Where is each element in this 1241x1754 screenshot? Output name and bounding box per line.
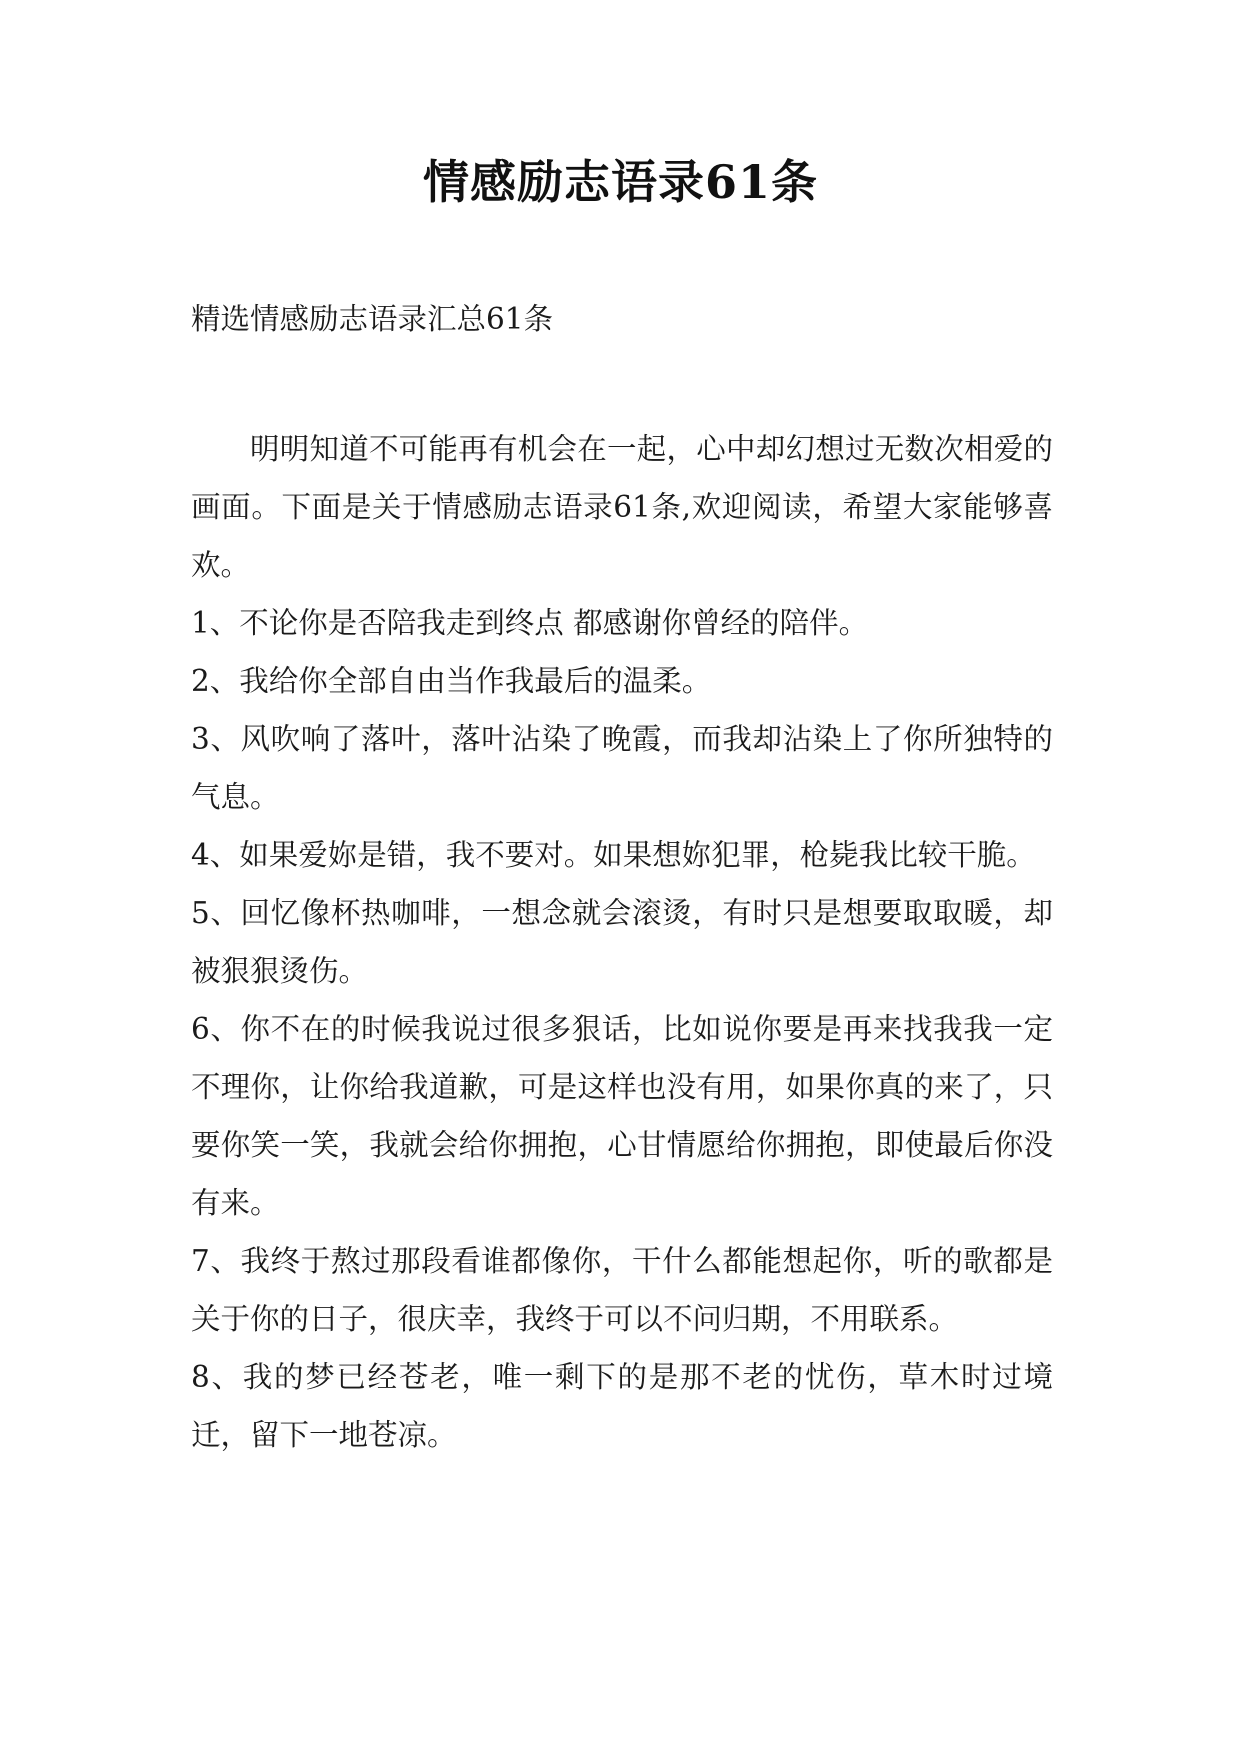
intro-paragraph: 明明知道不可能再有机会在一起，心中却幻想过无数次相爱的画面。下面是关于情感励志语录61条,欢迎阅读，希望大家能够喜欢。 [191, 432, 1053, 582]
list-item: 3、风吹响了落叶，落叶沾染了晚霞，而我却沾染上了你所独特的气息。 [191, 722, 1053, 814]
list-item: 5、回忆像杯热咖啡，一想念就会滚烫，有时只是想要取取暖，却被狠狠烫伤。 [191, 896, 1053, 988]
document-title: 情感励志语录61条 [422, 155, 818, 209]
list-item: 2、我给你全部自由当作我最后的温柔。 [191, 664, 712, 698]
list-item: 8、我的梦已经苍老，唯一剩下的是那不老的忧伤，草木时过境迁，留下一地苍凉。 [191, 1360, 1053, 1452]
document-body [191, 290, 1053, 1464]
list-item: 7、我终于熬过那段看谁都像你，干什么都能想起你，听的歌都是关于你的日子，很庆幸，我终于可以不问归期，不用联系。 [191, 1244, 1053, 1336]
list-item: 1、不论你是否陪我走到终点 都感谢你曾经的陪伴。 [191, 606, 869, 640]
list-item: 6、你不在的时候我说过很多狠话，比如说你要是再来找我我一定不理你，让你给我道歉，可是这样也没有用，如果你真的来了，只要你笑一笑，我就会给你拥抱，心甘情愿给你拥抱，即使最后你没有来。 [191, 1012, 1053, 1220]
list-item: 4、如果爱妳是错，我不要对。如果想妳犯罪，枪毙我比较干脆。 [191, 838, 1036, 872]
document-subtitle: 精选情感励志语录汇总61条 [191, 302, 554, 336]
